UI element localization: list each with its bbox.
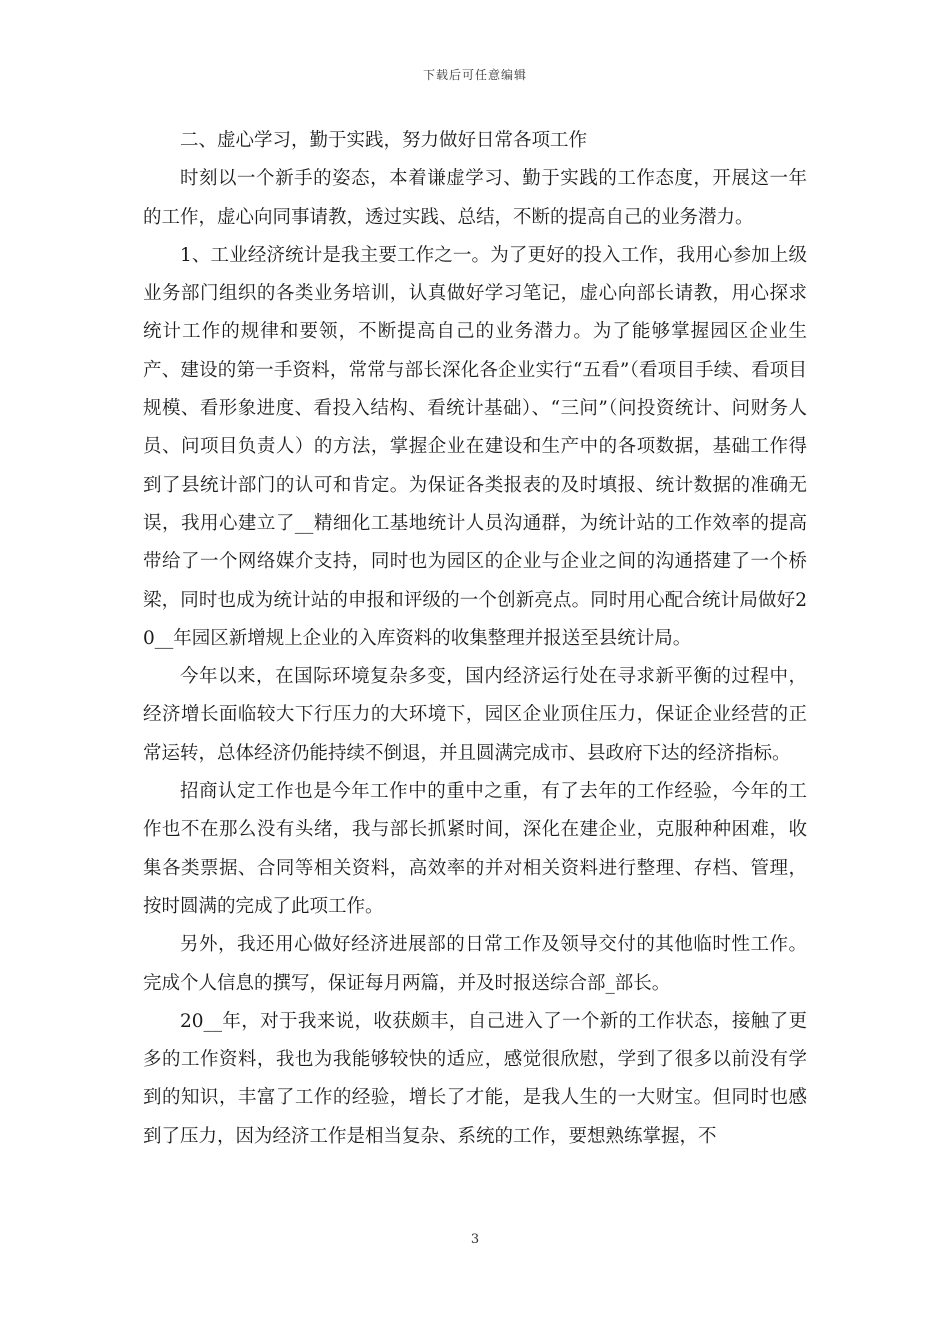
document-body [143,122,807,1156]
paragraph: 招商认定工作也是今年工作中的重中之重，有了去年的工作经验，今年的工作也不在那么没有头绪，我与部长抓紧时间，深化在建企业，克服种种困难，收集各类票据、合同等相关资料，高效率的并对相关资料进行整理、存档、管理，按时圆满的完成了此项工作。 [143,781,807,917]
paragraph: 1、工业经济统计是我主要工作之一。为了更好的投入工作，我用心参加上级业务部门组织的各类业务培训，认真做好学习笔记，虚心向部长请教，用心探求统计工作的规律和要领，不断提高自己的业务潜力。为了能够掌握园区企业生产、建设的第一手资料，常常与部长深化各企业实行“五看”（看项目手续、看项目规模、看形象进度、看投入结构、看统计基础）、“三问”（问投资统计、问财务人员、问项目负责人）的方法，掌握企业在建设和生产中的各项数据，基础工作得到了县统计部门的认可和肯定。为保证各类报表的及时填报、统计数据的准确无误，我用心建立了__精细化工基地统计人员沟通群，为统计站的工作效率的提高带给了一个网络媒介支持，同时也为园区的企业与企业之间的沟通搭建了一个桥梁，同时也成为统计站的申报和评级的一个创新亮点。同时用心配合统计局做好20__年园区新增规上企业的入库资料的收集整理并报送至县统计局。 [143,244,807,649]
paragraph: 20__年，对于我来说，收获颇丰，自己进入了一个新的工作状态，接触了更多的工作资料，我也为我能够较快的适应，感觉很欣慰，学到了很多以前没有学到的知识，丰富了工作的经验，增长了才能，是我人生的一大财宝。但同时也感到了压力，因为经济工作是相当复杂、系统的工作，要想熟练掌握，不 [143,1010,807,1147]
paragraph: 另外，我还用心做好经济进展部的日常工作及领导交付的其他临时性工作。完成个人信息的撰写，保证每月两篇，并及时报送综合部_部长。 [143,934,807,994]
page-header: 下载后可任意编辑 [422,68,527,82]
paragraph: 时刻以一个新手的姿态，本着谦虚学习、勤于实践的工作态度，开展这一年的工作，虚心向同事请教，透过实践、总结，不断的提高自己的业务潜力。 [143,168,807,228]
page-number: 3 [470,1232,480,1247]
section-heading: 二、虚心学习，勤于实践，努力做好日常各项工作 [180,130,588,151]
paragraph: 今年以来，在国际环境复杂多变，国内经济运行处在寻求新平衡的过程中，经济增长面临较大下行压力的大环境下，园区企业顶住压力，保证企业经营的正常运转，总体经济仍能持续不倒退，并且圆满完成市、县政府下达的经济指标。 [143,666,807,764]
